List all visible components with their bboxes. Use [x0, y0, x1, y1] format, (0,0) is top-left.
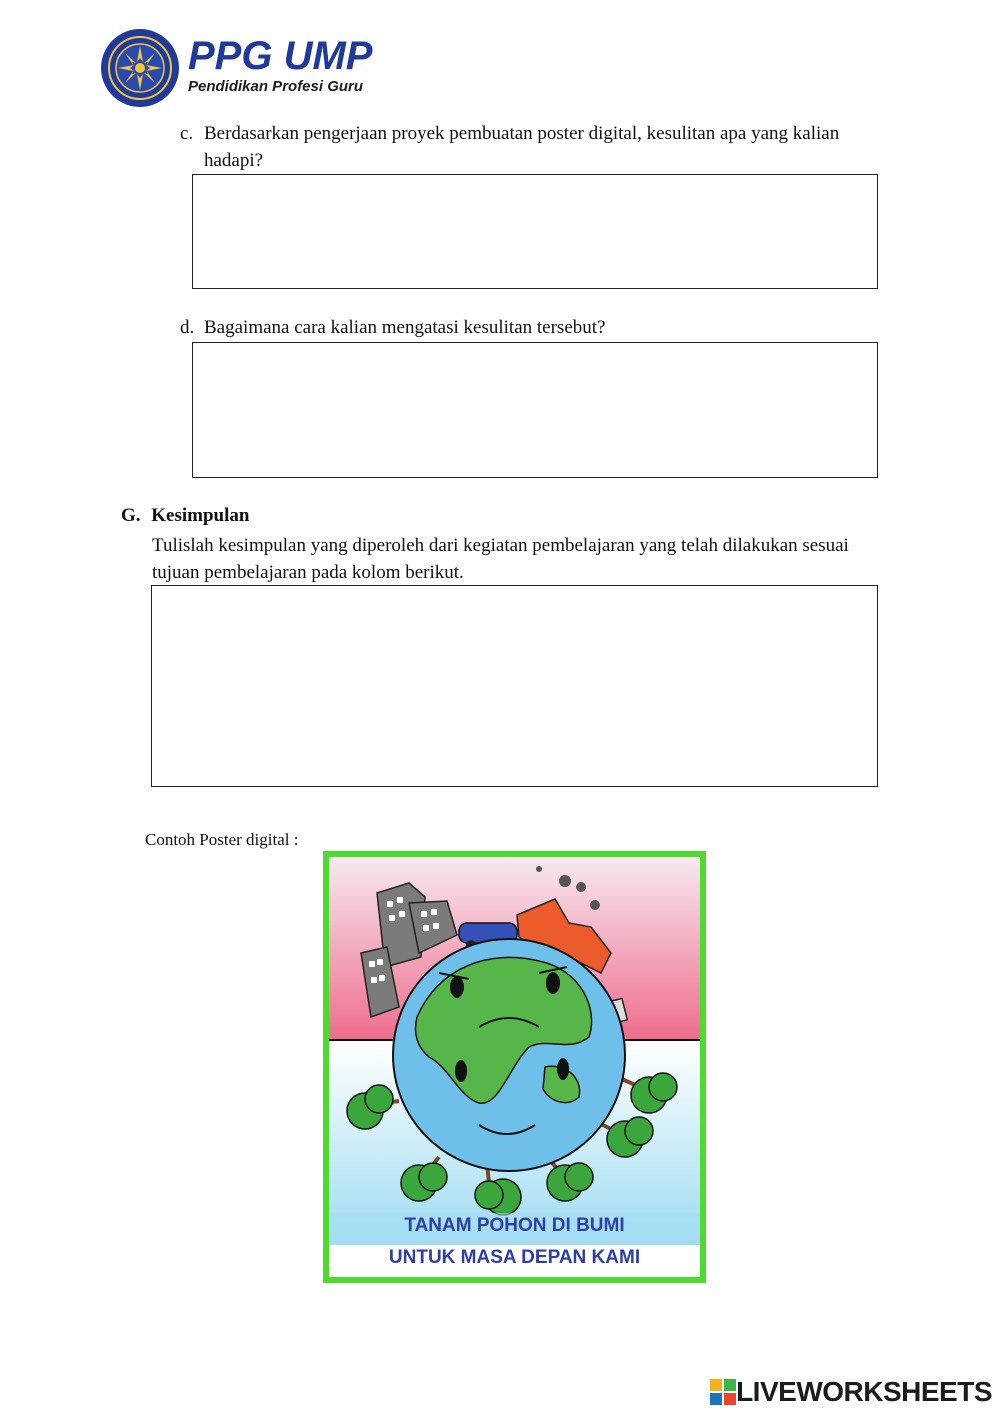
- section-g-title: Kesimpulan: [151, 505, 250, 526]
- liveworksheets-grid-icon: [710, 1379, 736, 1405]
- section-g-heading: [121, 505, 249, 527]
- answer-input-c[interactable]: [193, 175, 877, 288]
- liveworksheets-wordmark: LIVEWORKSHEETS: [736, 1376, 992, 1407]
- poster-caption: Contoh Poster digital :: [145, 830, 299, 849]
- question-c-marker: c.: [180, 123, 194, 144]
- liveworksheets-brand[interactable]: [710, 1375, 992, 1409]
- question-c: [180, 120, 880, 174]
- section-g-instruction: Tulislah kesimpulan yang diperoleh dari kegiatan pembelajaran yang telah dilakukan sesuai tujuan pembelajaran pada kolom berikut.: [152, 535, 849, 583]
- question-c-text: Berdasarkan pengerjaan proyek pembuatan poster digital, kesulitan apa yang kalian hadapi?: [204, 123, 840, 171]
- question-d-text: Bagaimana cara kalian mengatasi kesulitan tersebut?: [204, 317, 606, 338]
- section-g-marker: G.: [121, 505, 141, 526]
- question-d-marker: d.: [180, 317, 195, 338]
- poster-illustration: [329, 857, 700, 1277]
- poster-text-line2: UNTUK MASA DEPAN KAMI: [388, 1247, 641, 1268]
- question-d: [180, 314, 880, 341]
- answer-input-conclusion[interactable]: [152, 586, 877, 786]
- answer-box-conclusion[interactable]: [151, 585, 878, 787]
- answer-input-d[interactable]: [193, 343, 877, 477]
- poster-image: [323, 851, 706, 1283]
- logo-subtitle: Pendidikan Profesi Guru: [188, 78, 364, 95]
- logo-title: PPG UMP: [188, 34, 373, 78]
- university-seal-logo: [100, 28, 180, 108]
- answer-box-c[interactable]: [192, 174, 878, 289]
- answer-box-d[interactable]: [192, 342, 878, 478]
- poster-text-line1: TANAM POHON DI BUMI: [404, 1215, 625, 1236]
